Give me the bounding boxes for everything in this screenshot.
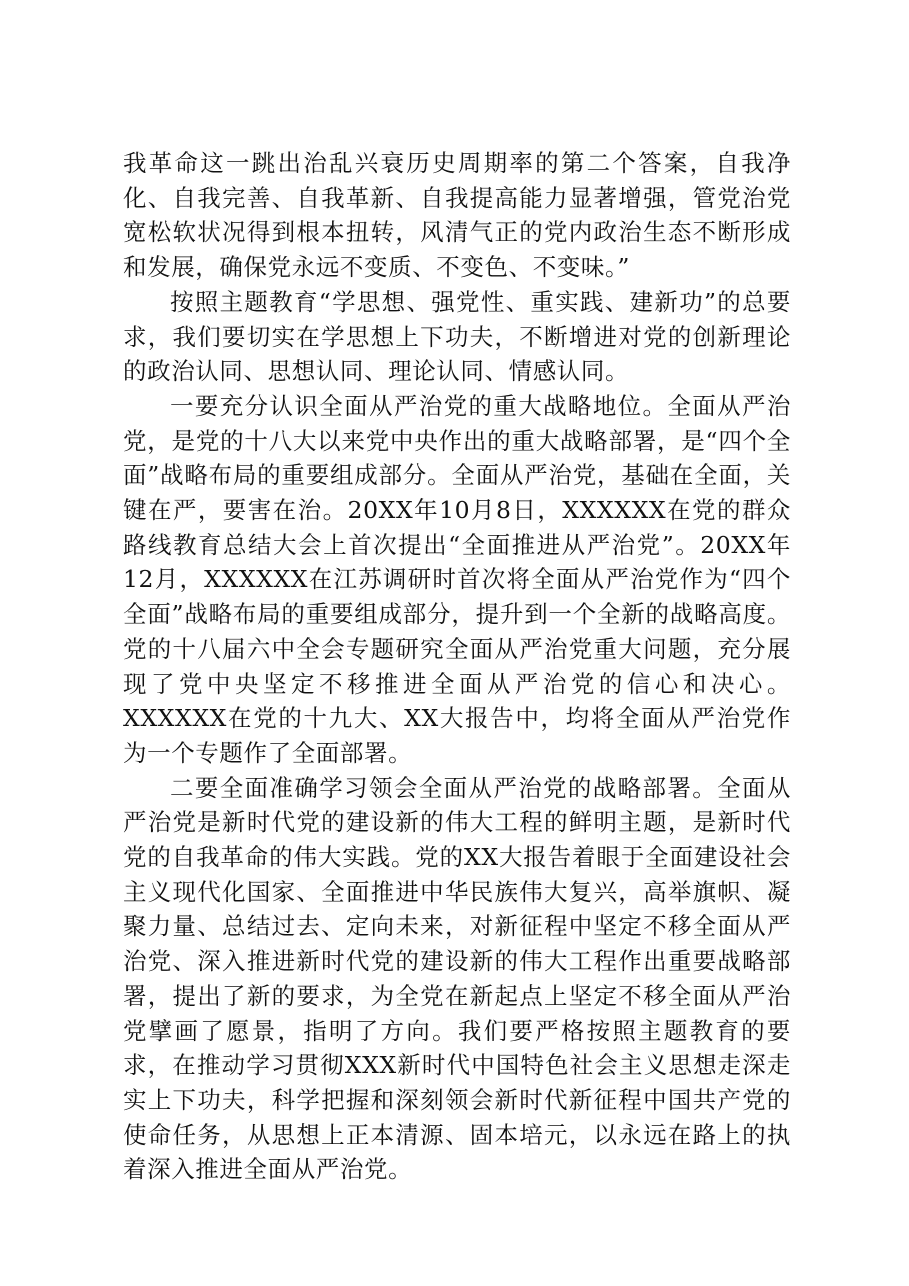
paragraph-continuation: 我革命这一跳出治乱兴衰历史周期率的第二个答案，自我净化、自我完善、自我革新、自我提高能力显著增强，管党治党宽松软状况得到根本扭转，风清气正的党内政治生态不断形成和发展，确保党永远不变质、不变色、不变味。”	[123, 149, 791, 282]
paragraph-theme-education: 按照主题教育“学思想、强党性、重实践、建新功”的总要求，我们要切实在学思想上下功夫，不断增进对党的创新理论的政治认同、思想认同、理论认同、情感认同。	[123, 287, 791, 386]
paragraph-strategic-position: 一要充分认识全面从严治党的重大战略地位。全面从严治党，是党的十八大以来党中央作出的重大战略部署，是“四个全面”战略布局的重要组成部分。全面从严治党，基础在全面，关键在严，要害在治。20XX年10月8日，XXXXXX在党的群众路线教育总结大会上首次提出“全面推进从严治党”。20XX年12月，XXXXXX在江苏调研时首次将全面从严治党作为“四个全面”战略布局的重要组成部分，提升到一个全新的战略高度。党的十八届六中全会专题研究全面从严治党重大问题，充分展现了党中央坚定不移推进全面从严治党的信心和决心。XXXXXX在党的十九大、XX大报告中，均将全面从严治党作为一个专题作了全面部署。	[123, 391, 791, 767]
document-body	[123, 146, 791, 1187]
paragraph-strategic-deployment: 二要全面准确学习领会全面从严治党的战略部署。全面从严治党是新时代党的建设新的伟大工程的鲜明主题，是新时代党的自我革命的伟大实践。党的XX大报告着眼于全面建设社会主义现代化国家、全面推进中华民族伟大复兴，高举旗帜、凝聚力量、总结过去、定向未来，对新征程中坚定不移全面从严治党、深入推进新时代党的建设新的伟大工程作出重要战略部署，提出了新的要求，为全党在新起点上坚定不移全面从严治党擘画了愿景，指明了方向。我们要严格按照主题教育的要求，在推动学习贯彻XXX新时代中国特色社会主义思想走深走实上下功夫，科学把握和深刻领会新时代新征程中国共产党的使命任务，从思想上正本清源、固本培元，以永远在路上的执着深入推进全面从严治党。	[123, 773, 791, 1184]
